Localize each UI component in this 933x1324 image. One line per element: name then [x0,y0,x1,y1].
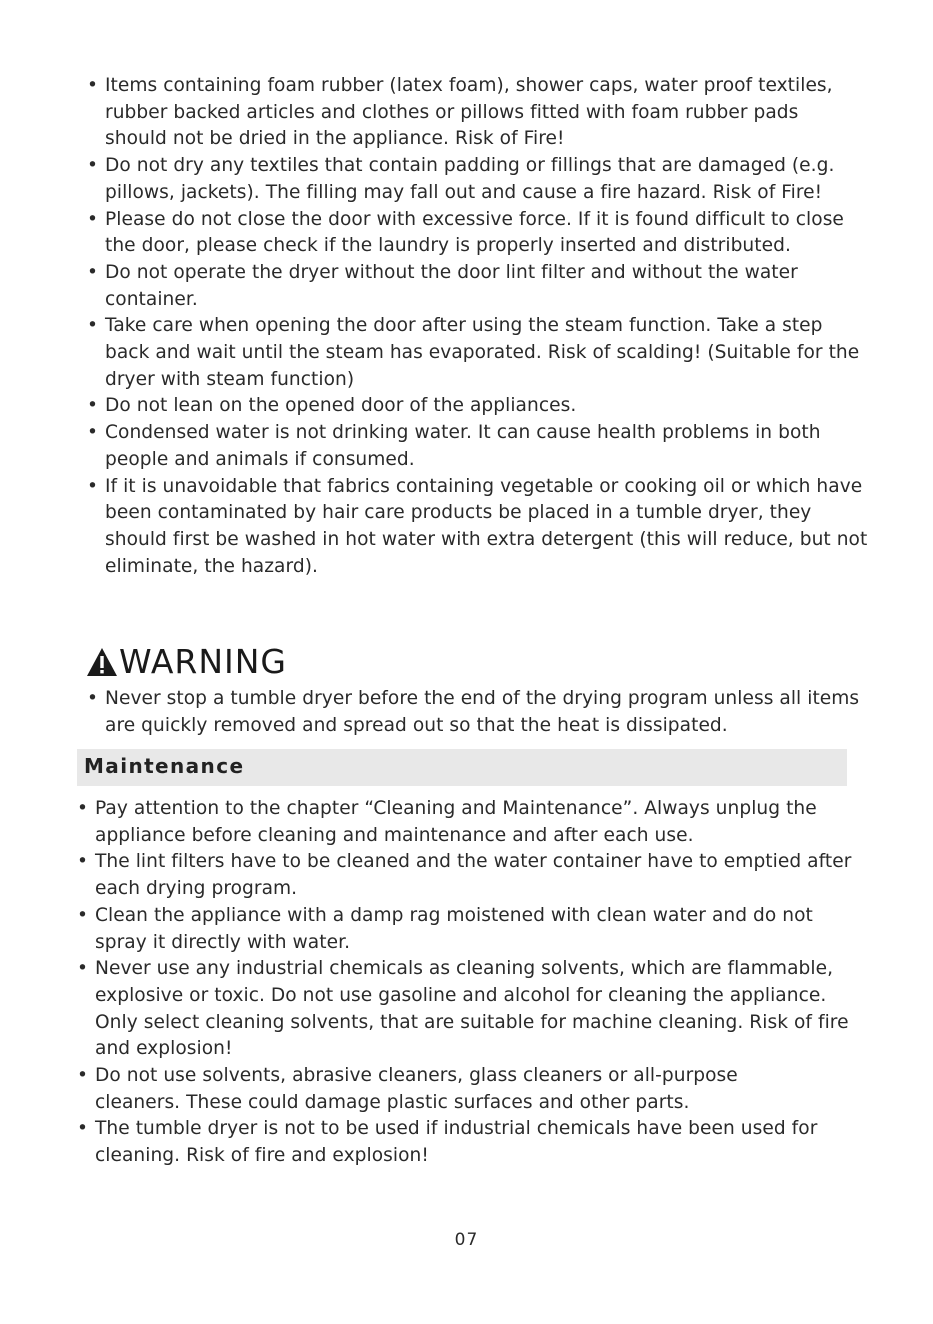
section-title: Maintenance [84,754,245,778]
bullet: • [77,958,89,980]
warning-triangle-icon [86,647,118,677]
bullet: • [77,798,89,819]
page-number: 07 [454,1230,479,1250]
list-item-text: Items containing foam rubber (latex foam), shower caps, water proof textiles, rubber backed articles and clothes or pillows fitted with foam rubber pads should not be dried in the appliance. Risk of Fire! [105,75,833,150]
bullet: • [77,851,89,873]
list-item-text: Please do not close the door with excessive force. If it is found difficult to close the door, please check if the laundry is properly inserted and distributed. [105,208,844,257]
bullet: • [87,315,99,337]
bullet: • [87,75,99,96]
list-item-text: The lint filters have to be cleaned and the water container have to emptied after each drying program. [95,851,852,900]
list-item [0,796,820,849]
list-item-text: Do not use solvents, abrasive cleaners, glass cleaners or all-purpose cleaners. These could damage plastic surfaces and other parts. [95,1065,738,1113]
list-item [0,1116,855,1169]
bullet: • [87,395,99,417]
warning-list [0,686,865,739]
list-item-text: Never use any industrial chemicals as cleaning solvents, which are flammable, explosive or toxic. Do not use gasoline and alcohol for cleaning the appliance. Only select cleaning solvents, that are suitable for machine cleaning. Risk of fire and explosion! [95,958,849,1060]
bullet: • [87,155,99,177]
warning-label: WARNING [119,641,288,681]
list-item [0,393,865,420]
list-item [0,474,875,581]
bullet: • [87,208,99,230]
list-item [0,956,855,1063]
list-item [0,260,865,313]
bullet: • [87,475,99,497]
list-item-text: The tumble dryer is not to be used if industrial chemicals have been used for cleaning. Risk of fire and explosion! [95,1118,818,1167]
list-item [0,73,865,153]
list-item [0,153,865,206]
bullet: • [77,1118,89,1140]
list-item-text: Do not lean on the opened door of the appliances. [105,395,577,417]
bullet: • [87,422,99,444]
list-item-text: Do not dry any textiles that contain padding or fillings that are damaged (e.g. pillows, jackets). The filling may fall out and cause a fire hazard. Risk of Fire! [105,155,835,203]
bullet: • [87,688,99,709]
list-item [0,207,865,260]
maintenance-list [0,796,855,1170]
safety-list [0,73,875,580]
list-item-text: Pay attention to the chapter “Cleaning and Maintenance”. Always unplug the appliance before cleaning and maintenance and after each use. [95,798,817,846]
bullet: • [77,1065,89,1087]
list-item-text: Clean the appliance with a damp rag moistened with clean water and do not spray it directly with water. [95,904,813,953]
list-item-text: If it is unavoidable that fabrics containing vegetable or cooking oil or which have been contaminated by hair care products be placed in a tumble dryer, they should first be washed in hot water with extra detergent (this will reduce, but not eliminate, the hazard). [105,475,868,577]
bullet: • [87,261,99,283]
list-item [0,420,865,473]
list-item-text: Do not operate the dryer without the door lint filter and without the water container. [105,261,798,310]
list-item-text: Take care when opening the door after using the steam function. Take a step back and wait until the steam has evaporated. Risk of scalding! (Suitable for the dryer with steam function) [105,315,860,390]
list-item [0,903,825,956]
maintenance-header [77,749,847,786]
list-item-text: Never stop a tumble dryer before the end of the drying program unless all items are quickly removed and spread out so that the heat is dissipated. [105,688,860,736]
list-item [0,313,865,393]
warning-heading [86,641,287,681]
list-item [0,849,855,902]
list-item [0,1063,795,1116]
list-item-text: Condensed water is not drinking water. It can cause health problems in both people and animals if consumed. [105,422,821,470]
bullet: • [77,904,89,926]
list-item [0,686,865,739]
